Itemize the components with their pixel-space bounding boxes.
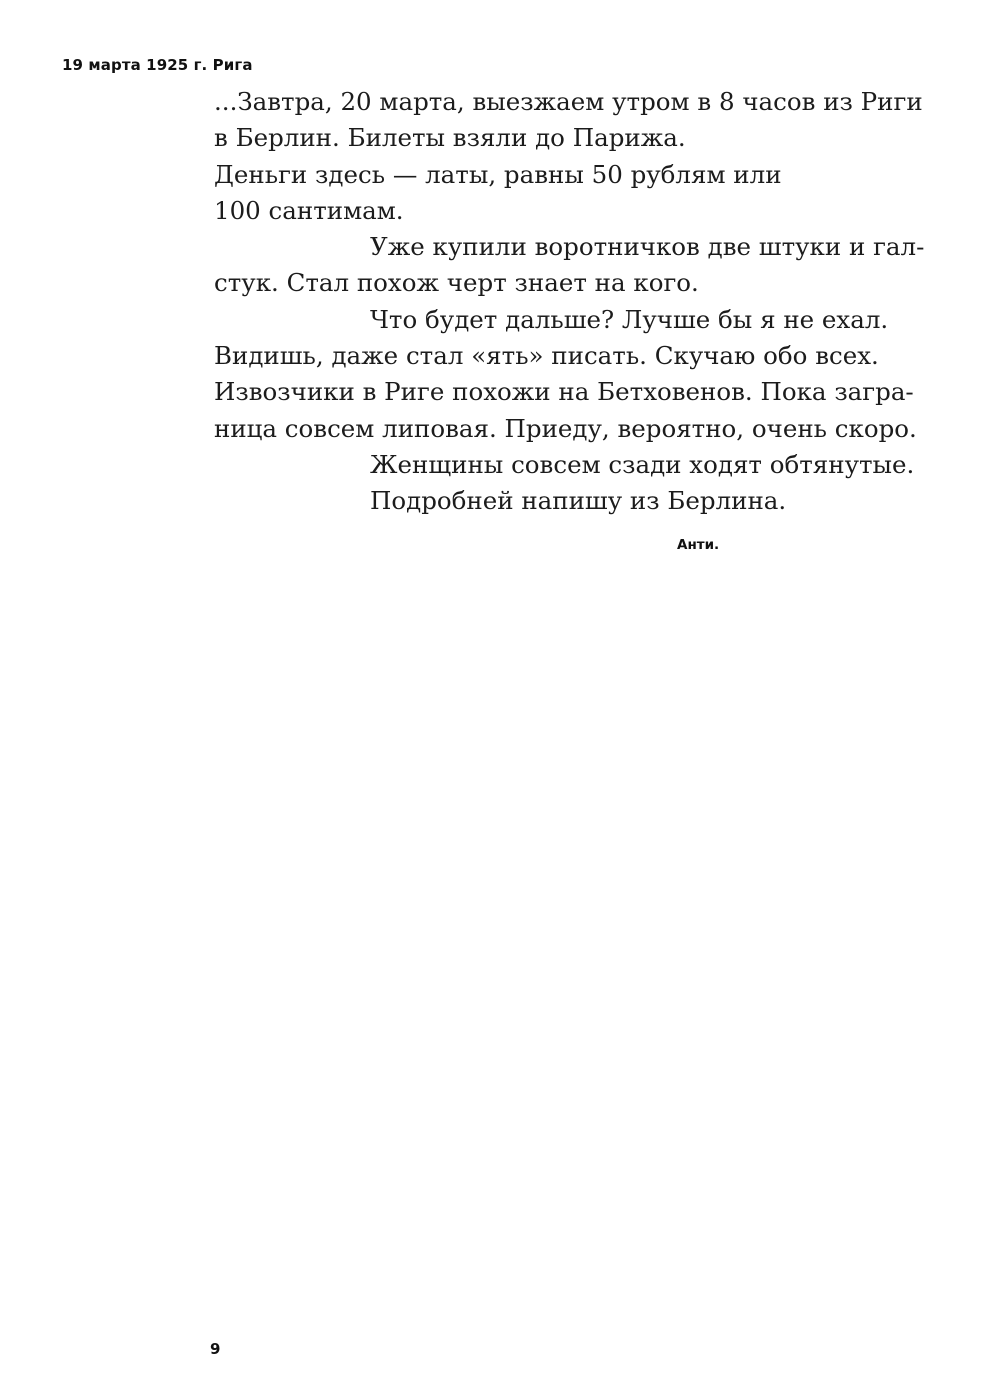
text-line: стук. Стал похож черт знает на кого. <box>214 268 699 298</box>
text-line: Женщины совсем сзади ходят обтянутые. <box>370 449 915 479</box>
text-line: ница совсем липовая. Приеду, вероятно, очень скоро. <box>214 413 917 443</box>
text-line: в Берлин. Билеты взяли до Парижа. <box>214 123 686 153</box>
signature: Анти. <box>677 537 720 553</box>
page-number: 9 <box>210 1340 221 1358</box>
text-line: Деньги здесь — латы, равны 50 рублям или <box>214 159 782 189</box>
letter-body <box>214 84 954 520</box>
letter-heading: 19 марта 1925 г. Рига <box>62 56 253 74</box>
text-line: Уже купили воротничков две штуки и гал- <box>370 232 925 262</box>
text-line: Извозчики в Риге похожи на Бетховенов. Пока загра- <box>214 377 914 407</box>
text-line: 100 сантимам. <box>214 195 404 225</box>
text-line: Что будет дальше? Лучше бы я не ехал. <box>370 304 889 334</box>
text-line: Видишь, даже стал «ять» писать. Скучаю обо всех. <box>214 341 879 371</box>
text-line: Подробней напишу из Берлина. <box>370 486 787 516</box>
text-line: ...Завтра, 20 марта, выезжаем утром в 8 часов из Риги <box>214 87 923 116</box>
